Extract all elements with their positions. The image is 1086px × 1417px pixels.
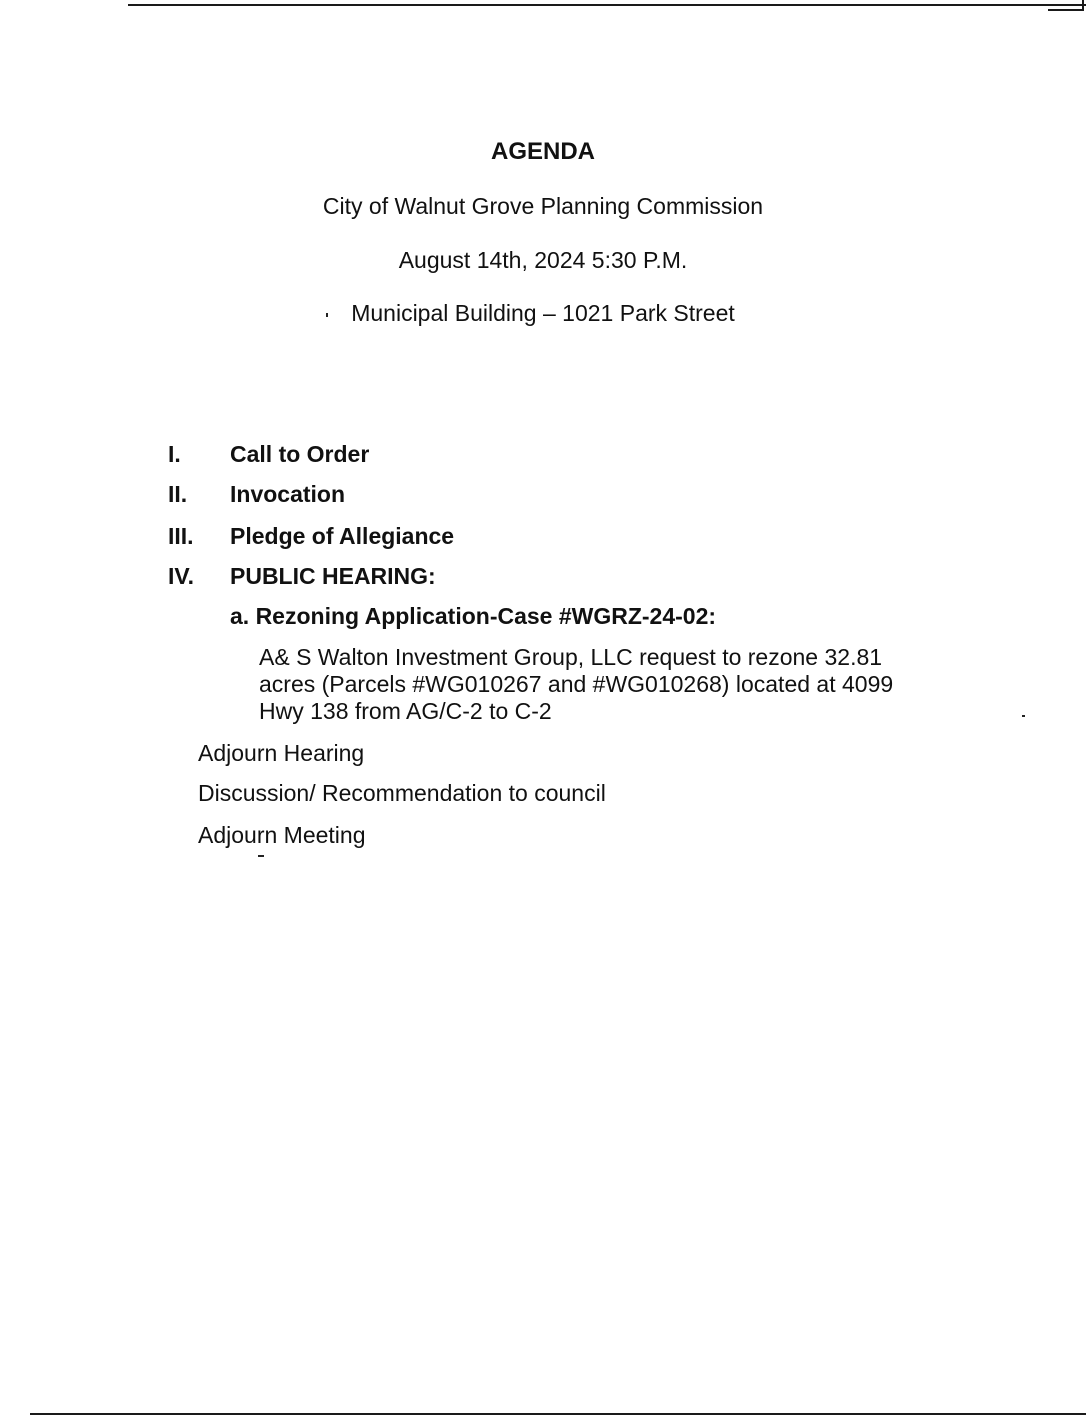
agenda-item-number: III. [168,523,194,549]
rezoning-case-heading: a. Rezoning Application-Case #WGRZ-24-02: [230,603,717,629]
discussion-recommendation-item: Discussion/ Recommendation to council [198,780,606,806]
adjourn-hearing-item: Adjourn Hearing [198,740,365,766]
adjourn-meeting-item: Adjourn Meeting [198,822,366,848]
meeting-location: Municipal Building – 1021 Park Street [351,300,735,326]
scan-speck [1022,715,1025,717]
agenda-item-label: PUBLIC HEARING: [230,563,436,589]
agenda-item-invocation [168,481,345,508]
agenda-item-number: IV. [168,563,195,589]
page-title: AGENDA [490,138,595,165]
agenda-item-public-hearing [168,563,436,590]
agenda-item-pledge [168,523,454,550]
description-line: A& S Walton Investment Group, LLC request to rezone 32.81 [259,644,883,670]
rezoning-description [259,644,979,725]
scan-border-bottom [30,1413,1086,1415]
scan-speck [326,313,328,317]
meeting-datetime: August 14th, 2024 5:30 P.M. [398,247,688,273]
agenda-item-label: Pledge of Allegiance [230,523,455,549]
agenda-item-label: Call to Order [230,441,370,467]
agenda-item-label: Invocation [230,481,346,507]
description-line: acres (Parcels #WG010267 and #WG010268) located at 4099 [259,671,894,697]
agenda-item-number: I. [168,441,181,467]
scan-corner-mark [1048,0,1084,11]
description-line: Hwy 138 from AG/C-2 to C-2 [259,698,552,724]
scan-speck [258,855,264,857]
scan-border-top [128,4,1086,6]
organization-name: City of Walnut Grove Planning Commission [322,193,764,219]
agenda-item-call-to-order [168,441,369,468]
agenda-item-number: II. [168,481,188,507]
